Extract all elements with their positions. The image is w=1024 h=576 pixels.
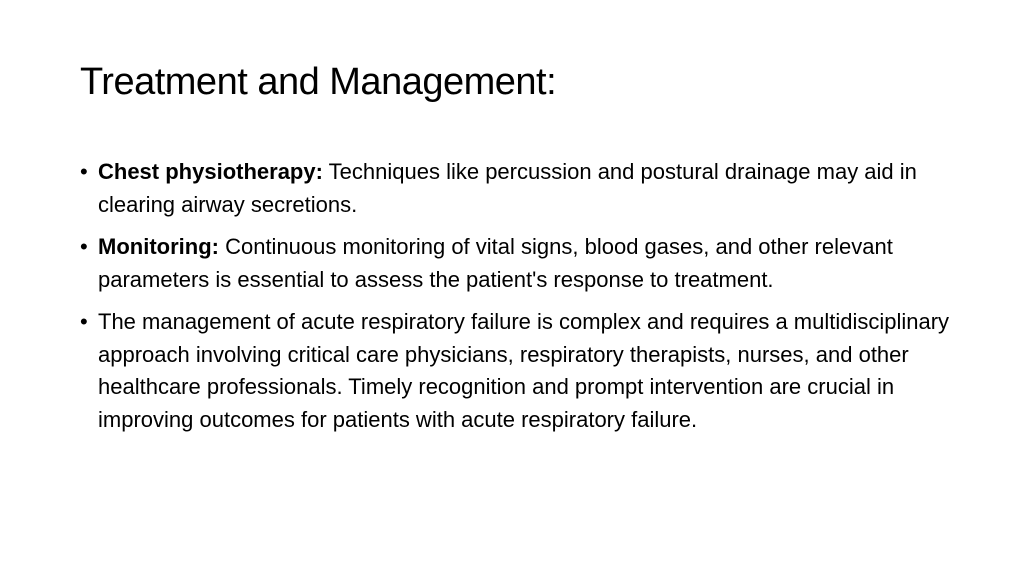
bullet-label: Chest physiotherapy: <box>98 159 323 184</box>
bullet-text: Continuous monitoring of vital signs, blood gases, and other relevant parameters is essential to assess the patient's response to treatment. <box>98 234 893 292</box>
bullet-item-monitoring <box>80 231 960 296</box>
bullet-item-management-summary <box>80 306 960 436</box>
bullet-icon: • <box>80 309 88 334</box>
bullet-icon: • <box>80 159 88 184</box>
bullet-list <box>80 156 960 436</box>
bullet-label: Monitoring: <box>98 234 219 259</box>
slide-content <box>80 156 960 436</box>
bullet-icon: • <box>80 234 88 259</box>
bullet-item-chest-physiotherapy <box>80 156 960 221</box>
bullet-text: Techniques like percussion and postural drainage may aid in clearing airway secretions. <box>98 159 917 217</box>
bullet-text: The management of acute respiratory failure is complex and requires a multidisciplinary approach involving critical care physicians, respiratory therapists, nurses, and other healthcare professionals. Timely recognition and prompt intervention are crucial in improving outcomes for patients with acute respiratory failure. <box>98 309 950 432</box>
slide-title: Treatment and Management: <box>80 61 557 103</box>
